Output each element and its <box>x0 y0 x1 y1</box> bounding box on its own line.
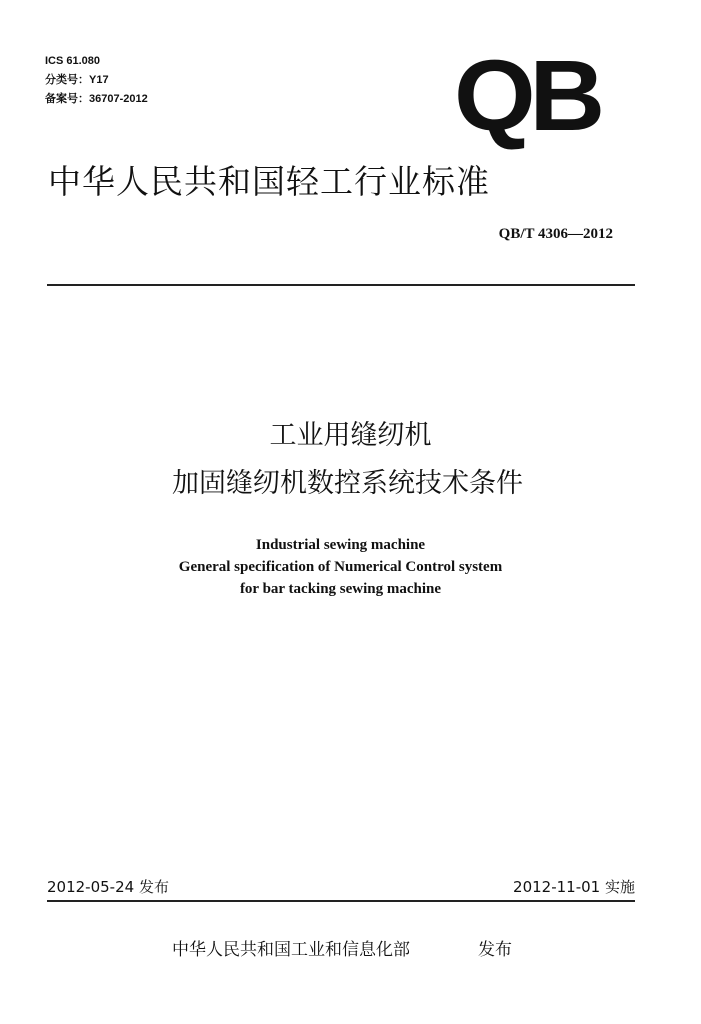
effective-date: 2012-11-01 实施 <box>513 878 635 896</box>
publisher-name: 中华人民共和国工业和信息化部 <box>172 940 410 960</box>
ics-code: ICS 61.080 <box>45 55 101 67</box>
bottom-divider <box>47 900 635 902</box>
chinese-title-line-2: 加固缝纫机数控系统技术条件 <box>172 468 523 499</box>
record-number: 备案号：36707-2012 <box>45 93 148 105</box>
english-title-line-1: Industrial sewing machine <box>255 537 426 553</box>
qb-logo: QB <box>454 40 599 152</box>
issue-date: 2012-05-24 发布 <box>47 878 169 896</box>
standard-code: QB/T 4306—2012 <box>498 226 613 242</box>
issuing-standard-title: 中华人民共和国轻工行业标准 <box>48 162 490 201</box>
chinese-title-line-1: 工业用缝纫机 <box>269 420 432 451</box>
category-code: 分类号：Y17 <box>45 74 109 86</box>
publish-label: 发布 <box>478 940 512 960</box>
english-title-line-3: for bar tacking sewing machine <box>239 581 442 597</box>
metadata-block <box>45 52 148 109</box>
top-divider <box>47 284 635 286</box>
english-title-line-2: General specification of Numerical Control system <box>178 559 503 575</box>
english-title <box>0 534 681 600</box>
